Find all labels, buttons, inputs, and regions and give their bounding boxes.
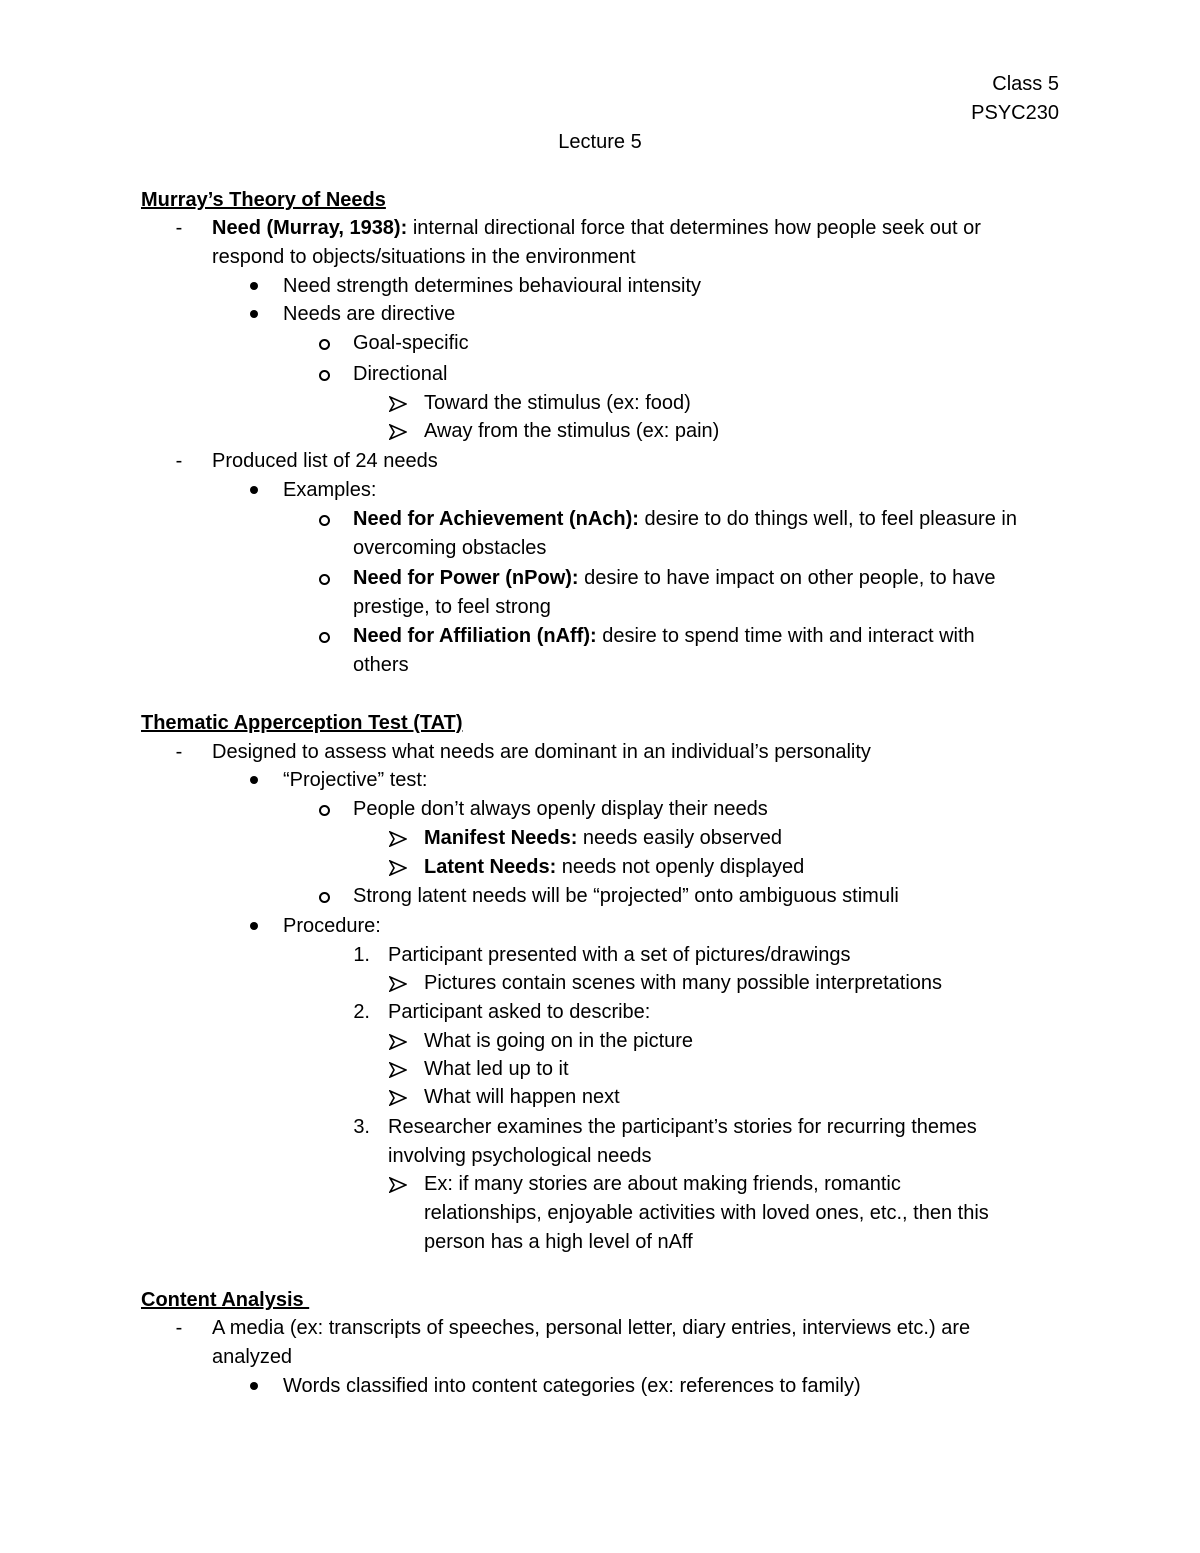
class-label: Class 5 (992, 73, 1059, 95)
dash-marker: - (175, 1317, 183, 1339)
step3-example-end: person has a high level of nAff (424, 1231, 693, 1253)
step3-continued: involving psychological needs (388, 1145, 652, 1167)
naff-term: Need for Affiliation (nAff): (353, 625, 597, 647)
bullet-dot-icon (250, 486, 258, 494)
dash-marker: - (175, 450, 183, 472)
latent-term: Latent Needs: (424, 856, 557, 878)
dash-marker: - (175, 217, 183, 239)
arrow-bullet-icon (389, 1034, 407, 1050)
need-def-continued: respond to objects/situations in the environment (212, 246, 636, 268)
naff-item (353, 622, 975, 651)
need-def-text: internal directional force that determines how people seek out or (407, 217, 981, 239)
npow-def-continued: prestige, to feel strong (353, 596, 551, 618)
bullet-circle-icon (319, 632, 330, 643)
bullet-circle-icon (319, 892, 330, 903)
directional-item: Directional (353, 363, 448, 385)
dash-marker: - (175, 741, 183, 763)
section-heading-murray: Murray’s Theory of Needs (141, 189, 386, 211)
bullet-circle-icon (319, 370, 330, 381)
need-strength-item: Need strength determines behavioural intensity (283, 275, 702, 297)
strong-latent-item: Strong latent needs will be “projected” onto ambiguous stimuli (353, 885, 899, 907)
projective-item: “Projective” test: (283, 769, 428, 791)
need-definition-line (212, 214, 981, 243)
nach-def: desire to do things well, to feel pleasure in (638, 508, 1017, 530)
arrow-bullet-icon (389, 860, 407, 876)
arrow-bullet-icon (389, 831, 407, 847)
bullet-dot-icon (250, 922, 258, 930)
nach-term: Need for Achievement (nAch): (353, 508, 639, 530)
needs-directive-item: Needs are directive (283, 303, 456, 325)
latent-def: needs not openly displayed (556, 856, 805, 878)
latent-needs-item (424, 853, 804, 882)
arrow-bullet-icon (389, 1062, 407, 1078)
manifest-needs-item (424, 824, 782, 853)
away-stimulus-item: Away from the stimulus (ex: pain) (424, 420, 720, 442)
step2-b-item: What led up to it (424, 1058, 569, 1080)
step-number: 2. (353, 1001, 370, 1023)
manifest-def: needs easily observed (577, 827, 782, 849)
bullet-dot-icon (250, 776, 258, 784)
step1-item: Participant presented with a set of pictures/drawings (388, 944, 851, 966)
step-number: 3. (353, 1116, 370, 1138)
bullet-dot-icon (250, 1382, 258, 1390)
procedure-item: Procedure: (283, 915, 381, 937)
dont-display-item: People don’t always openly display their needs (353, 798, 768, 820)
lecture-title: Lecture 5 (558, 131, 642, 153)
goal-specific-item: Goal-specific (353, 332, 469, 354)
npow-def: desire to have impact on other people, to have (578, 567, 996, 589)
need-term: Need (Murray, 1938): (212, 217, 408, 239)
examples-item: Examples: (283, 479, 377, 501)
list-24-needs-item: Produced list of 24 needs (212, 450, 438, 472)
arrow-bullet-icon (389, 396, 407, 412)
words-classified-item: Words classified into content categories (ex: references to family) (283, 1375, 861, 1397)
bullet-dot-icon (250, 282, 258, 290)
step3-item: Researcher examines the participant’s stories for recurring themes (388, 1116, 977, 1138)
step3-example-item: Ex: if many stories are about making friends, romantic (424, 1173, 901, 1195)
naff-def-continued: others (353, 654, 409, 676)
arrow-bullet-icon (389, 1090, 407, 1106)
bullet-circle-icon (319, 339, 330, 350)
section-heading-content-analysis: Content Analysis (141, 1289, 310, 1311)
nach-def-continued: overcoming obstacles (353, 537, 547, 559)
media-continued: analyzed (212, 1346, 293, 1368)
media-item: A media (ex: transcripts of speeches, personal letter, diary entries, interviews etc.) are (212, 1317, 971, 1339)
bullet-circle-icon (319, 574, 330, 585)
step2-c-item: What will happen next (424, 1086, 620, 1108)
section-heading-tat: Thematic Apperception Test (TAT) (141, 712, 463, 734)
tat-designed-item: Designed to assess what needs are dominant in an individual’s personality (212, 741, 871, 763)
step-number: 1. (353, 944, 370, 966)
bullet-circle-icon (319, 515, 330, 526)
step3-example-continued: relationships, enjoyable activities with loved ones, etc., then this (424, 1202, 989, 1224)
step2-a-item: What is going on in the picture (424, 1030, 694, 1052)
step2-item: Participant asked to describe: (388, 1001, 651, 1023)
nach-item (353, 505, 1017, 534)
manifest-term: Manifest Needs: (424, 827, 578, 849)
npow-term: Need for Power (nPow): (353, 567, 579, 589)
course-code: PSYC230 (971, 102, 1059, 124)
step1-sub-item: Pictures contain scenes with many possible interpretations (424, 972, 943, 994)
arrow-bullet-icon (389, 1177, 407, 1193)
arrow-bullet-icon (389, 976, 407, 992)
toward-stimulus-item: Toward the stimulus (ex: food) (424, 392, 691, 414)
bullet-dot-icon (250, 310, 258, 318)
npow-item (353, 564, 996, 593)
arrow-bullet-icon (389, 424, 407, 440)
naff-def: desire to spend time with and interact with (596, 625, 975, 647)
bullet-circle-icon (319, 805, 330, 816)
